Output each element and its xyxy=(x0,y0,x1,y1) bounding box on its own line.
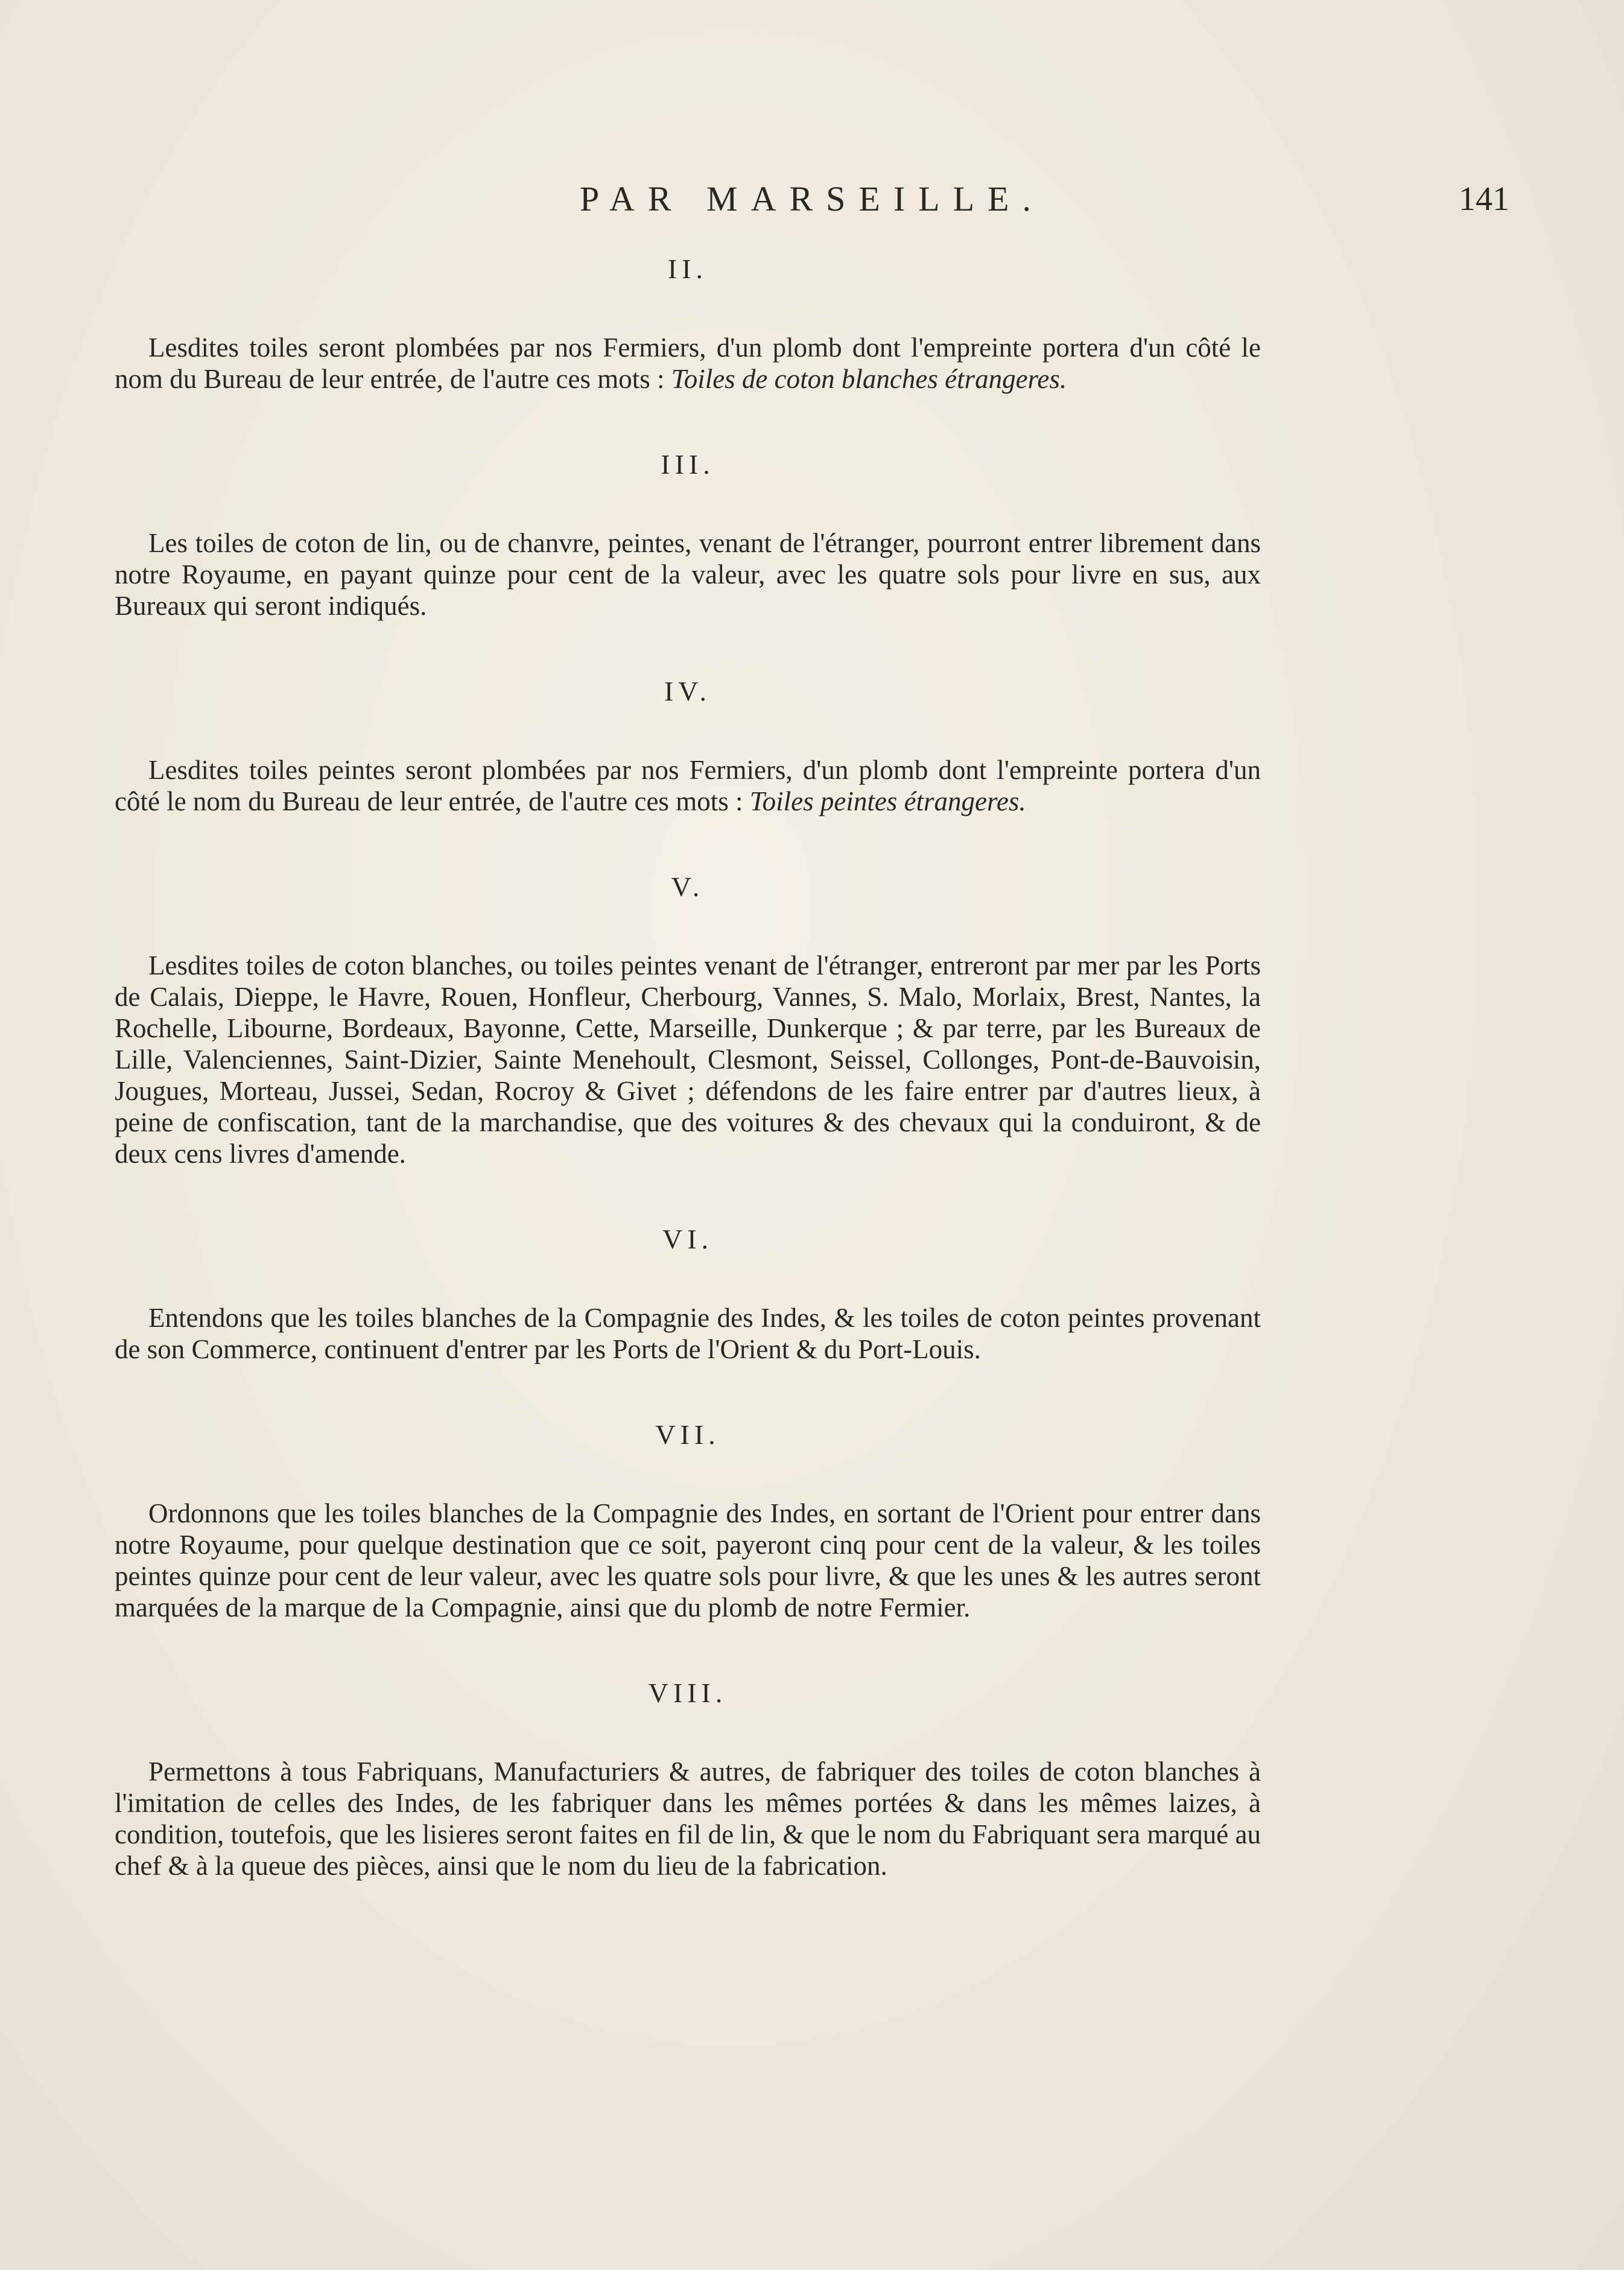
article-italic-text: Toiles de coton blanches étrangeres. xyxy=(671,364,1067,394)
article-italic-text: Toiles peintes étrangeres. xyxy=(749,786,1026,816)
article-2 xyxy=(115,247,1261,395)
article-4 xyxy=(115,670,1261,817)
article-6 xyxy=(115,1218,1261,1365)
article-text: Lesdites toiles seront plombées par nos Fermiers, d'un plomb dont l'empreinte portera d'un côté le nom du Bureau de leur entrée, de l'autre ces mots : Toiles de coton blanches étrangeres. xyxy=(115,332,1261,394)
article-text: Les toiles de coton de lin, ou de chanvre, peintes, venant de l'étranger, pourront entrer librement dans notre Royaume, en payant quinze pour cent de la valeur, avec les quatre sols pour livre en sus, aux Bureaux qui seront indiqués. xyxy=(115,528,1261,621)
article-8 xyxy=(115,1671,1261,1881)
article-5 xyxy=(115,865,1261,1169)
article-text: Lesdites toiles peintes seront plombées par nos Fermiers, d'un plomb dont l'empreinte portera d'un côté le nom du Bureau de leur entrée, de l'autre ces mots : Toiles peintes étrangeres. xyxy=(115,755,1261,816)
article-number: III. xyxy=(661,449,715,480)
article-number: V. xyxy=(671,871,705,902)
page-number: 141 xyxy=(1459,180,1509,218)
article-number: IV. xyxy=(664,676,712,707)
article-number: VII. xyxy=(655,1419,720,1450)
article-number: II. xyxy=(667,253,708,284)
article-text: Lesdites toiles de coton blanches, ou toiles peintes venant de l'étranger, entreront par mer par les Ports de Calais, Dieppe, le Havre, Rouen, Honfleur, Cherbourg, Vannes, S. Malo, Morlaix, Brest, Nantes, la Rochelle, Libourne, Bordeaux, Bayonne, Cette, Marseille, Dunkerque ; & par terre, par les Bureaux de Lille, Valenciennes, Saint-Dizier, Sainte Menehoult, Clesmont, Seissel, Collonges, Pont-de-Bauvoisin, Jougues, Morteau, Jussei, Sedan, Rocroy & Givet ; défendons de les faire entrer par d'autres lieux, à peine de confiscation, tant de la marchandise, que des voitures & des chevaux qui la conduiront, & de deux cens livres d'amende. xyxy=(115,950,1261,1169)
article-7 xyxy=(115,1413,1261,1623)
article-text: Ordonnons que les toiles blanches de la Compagnie des Indes, en sortant de l'Orient pour entrer dans notre Royaume, pour quelque destination que ce soit, payeront cinq pour cent de la valeur, & les toiles peintes quinze pour cent de leur valeur, avec les quatre sols pour livre, & que les unes & les autres seront marquées de la marque de la Compagnie, ainsi que du plomb de notre Fermier. xyxy=(115,1498,1261,1623)
article-number: VI. xyxy=(662,1224,714,1254)
page-body xyxy=(115,247,1261,1881)
article-text: Permettons à tous Fabriquans, Manufacturiers & autres, de fabriquer des toiles de coton blanches à l'imitation de celles des Indes, de les fabriquer dans les mêmes portées & dans les mêmes laizes, à condition, toutefois, que les lisieres seront faites en fil de lin, & que le nom du Fabriquant sera marqué au chef & à la queue des pièces, ainsi que le nom du lieu de la fabrication. xyxy=(115,1757,1261,1881)
article-text: Entendons que les toiles blanches de la Compagnie des Indes, & les toiles de coton peintes provenant de son Commerce, continuent d'entrer par les Ports de l'Orient & du Port-Louis. xyxy=(115,1303,1261,1364)
running-title: PAR MARSEILLE. xyxy=(580,179,1044,218)
running-head xyxy=(115,175,1509,223)
article-3 xyxy=(115,443,1261,622)
article-number: VIII. xyxy=(648,1677,728,1708)
